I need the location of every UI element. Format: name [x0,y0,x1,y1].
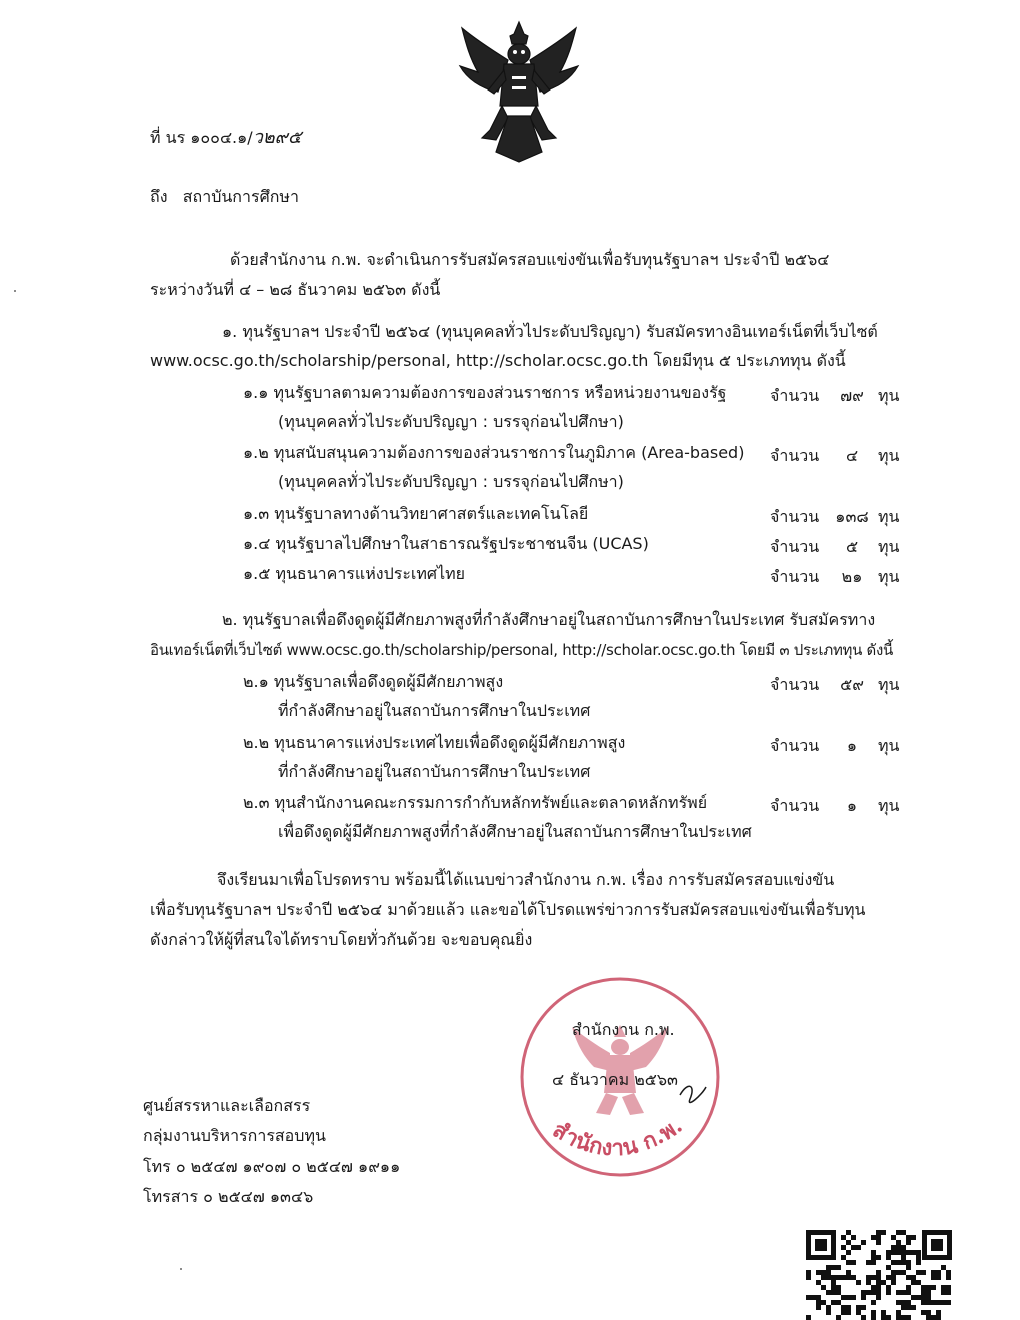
qr-module [946,1275,951,1280]
list-item-sub: ที่กำลังศึกษาอยู่ในสถาบันการศึกษาในประเทศ [278,762,591,781]
qr-module [931,1315,936,1320]
qr-module [876,1255,881,1260]
stamp-office-text: สำนักงาน ก.พ. [572,1020,675,1039]
qr-module [851,1260,856,1265]
section2-line-1: ๒. ทุนรัฐบาลเพื่อดึงดูดผู้มีศักยภาพสูงที่กำลังศึกษาอยู่ในสถาบันการศึกษาในประเทศ รับสมัครทาง [222,610,876,629]
qr-module [906,1275,911,1280]
qr-module [911,1305,916,1310]
stamp-arc-text: สำนักงาน ก.พ. [548,1112,688,1162]
qr-module [826,1290,831,1295]
qr-module [901,1305,906,1310]
amount-value: ๔ [845,446,859,465]
amount-value: ๕ [845,537,859,556]
reference-number-handwritten: ว๒๙๕ [252,127,302,148]
qr-module [921,1310,926,1315]
qr-module [921,1290,926,1295]
garuda-emblem [452,20,587,165]
qr-module [826,1270,831,1275]
qr-module [861,1295,866,1300]
list-item-sub: ที่กำลังศึกษาอยู่ในสถาบันการศึกษาในประเทศ [278,701,591,720]
qr-module [871,1300,876,1305]
amount-value: ๑ [846,796,858,815]
amount-label: จำนวน [770,537,820,556]
qr-module [901,1300,906,1305]
qr-module [926,1315,931,1320]
qr-module [846,1240,851,1245]
qr-module [916,1255,921,1260]
qr-module [831,1285,836,1290]
list-item-sub: (ทุนบุคคลทั่วไประดับปริญญา : บรรจุก่อนไปศึกษา) [278,412,624,431]
qr-module [826,1310,831,1315]
qr-module [836,1265,841,1270]
qr-module [881,1280,886,1285]
qr-module [846,1230,851,1235]
qr-module [816,1305,821,1310]
qr-module [821,1300,826,1305]
qr-module [876,1290,881,1295]
qr-module [891,1250,896,1255]
qr-module [901,1270,906,1275]
qr-module [896,1315,901,1320]
qr-module [896,1300,901,1305]
list-item: ๒.๓ ทุนสำนักงานคณะกรรมการกำกับหลักทรัพย์และตลาดหลักทรัพย์ [243,793,708,812]
qr-module [931,1270,936,1275]
qr-module [866,1280,871,1285]
qr-module [876,1240,881,1245]
qr-module [911,1295,916,1300]
qr-module [846,1250,851,1255]
qr-module [926,1285,931,1290]
qr-module [876,1285,881,1290]
amount-label: จำนวน [770,567,820,586]
qr-module [841,1310,846,1315]
qr-module [936,1315,941,1320]
qr-module [936,1300,941,1305]
qr-module [936,1270,941,1275]
reference-number [150,127,301,149]
list-item: ๑.๕ ทุนธนาคารแห่งประเทศไทย [243,564,466,583]
qr-module [856,1280,861,1285]
qr-module [821,1275,826,1280]
qr-module [856,1310,861,1315]
qr-module [946,1300,951,1305]
qr-module [876,1235,881,1240]
qr-module [871,1315,876,1320]
amount-label: จำนวน [770,507,820,526]
qr-module [816,1295,821,1300]
qr-module [896,1290,901,1295]
qr-module [891,1245,896,1250]
qr-module [886,1250,891,1255]
qr-module [846,1295,851,1300]
qr-module [916,1270,921,1275]
amount-unit: ทุน [878,446,900,465]
recipient-label: ถึง [150,187,168,206]
qr-module [891,1280,896,1285]
list-item: ๑.๓ ทุนรัฐบาลทางด้านวิทยาศาสตร์และเทคโนโลยี [243,504,589,523]
qr-module [816,1270,821,1275]
qr-module [906,1250,911,1255]
amount-value: ๕๙ [840,675,864,694]
qr-module [886,1315,891,1320]
qr-module [851,1275,856,1280]
list-item: ๒.๑ ทุนรัฐบาลเพื่อดึงดูดผู้มีศักยภาพสูง [243,672,504,691]
amount-value: ๒๑ [841,567,863,586]
qr-module [841,1295,846,1300]
amount-unit: ทุน [878,507,900,526]
qr-module [836,1290,841,1295]
amount-unit: ทุน [878,675,900,694]
list-item: ๑.๑ ทุนรัฐบาลตามความต้องการของส่วนราชการ หรือหน่วยงานของรัฐ [243,383,727,402]
qr-module [896,1240,901,1245]
qr-module [901,1260,906,1265]
qr-module [891,1270,896,1275]
qr-module [841,1235,846,1240]
qr-module [921,1270,926,1275]
qr-module [906,1260,911,1265]
qr-module [856,1305,861,1310]
qr-module [886,1255,891,1260]
amount-label: จำนวน [770,675,820,694]
section1-line-2: www.ocsc.go.th/scholarship/personal, http://scholar.ocsc.go.th โดยมีทุน ๕ ประเภททุน ดังนี้ [150,351,846,370]
qr-module [831,1300,836,1305]
qr-module [846,1260,851,1265]
amount-value: ๑๓๘ [835,507,869,526]
qr-module [861,1315,866,1320]
amount-value: ๑ [846,736,858,755]
qr-code[interactable] [802,1226,956,1320]
office-stamp [510,975,730,1180]
qr-module [806,1295,811,1300]
stamp-date-text: ๔ ธันวาคม ๒๕๖๓ [552,1070,678,1089]
qr-module [846,1310,851,1315]
qr-module [926,1295,931,1300]
qr-module [906,1265,911,1270]
qr-module [921,1295,926,1300]
qr-module [841,1305,846,1310]
qr-module [876,1295,881,1300]
closing-line-1: จึงเรียนมาเพื่อโปรดทราบ พร้อมนี้ได้แนบข่าวสำนักงาน ก.พ. เรื่อง การรับสมัครสอบแข่งขัน [217,870,835,889]
amount-unit: ทุน [878,537,900,556]
qr-module [841,1275,846,1280]
qr-module [886,1265,891,1270]
qr-module [831,1275,836,1280]
contact-phone: โทร ๐ ๒๕๔๗ ๑๙๐๗ ๐ ๒๕๔๗ ๑๙๑๑ [143,1157,401,1176]
signature-mark [680,1086,706,1102]
qr-module [896,1260,901,1265]
qr-module [941,1285,946,1290]
qr-module [901,1255,906,1260]
qr-module [896,1270,901,1275]
qr-module [946,1290,951,1295]
qr-module [891,1275,896,1280]
qr-module [871,1310,876,1315]
qr-module [851,1235,856,1240]
qr-module [826,1265,831,1270]
section1-line-1: ๑. ทุนรัฐบาลฯ ประจำปี ๒๕๖๔ (ทุนบุคคลทั่วไประดับปริญญา) รับสมัครทางอินเทอร์เน็ตที่เว็บไซต์ [222,322,878,341]
qr-module [906,1315,911,1320]
qr-module [911,1250,916,1255]
qr-module [821,1285,826,1290]
closing-line-3: ดังกล่าวให้ผู้ที่สนใจได้ทราบโดยทั่วกันด้วย จะขอบคุณยิ่ง [150,930,533,949]
qr-module [871,1260,876,1265]
reference-prefix: ที่ นร ๑๐๐๔.๑/ [150,128,253,147]
qr-module [856,1245,861,1250]
qr-module [896,1245,901,1250]
qr-module [881,1310,886,1315]
qr-module [846,1305,851,1310]
contact-fax: โทรสาร ๐ ๒๕๔๗ ๑๓๔๖ [143,1187,314,1206]
qr-module [881,1315,886,1320]
qr-module [876,1230,881,1235]
qr-module [846,1275,851,1280]
intro-line-1: ด้วยสำนักงาน ก.พ. จะดำเนินการรับสมัครสอบแข่งขันเพื่อรับทุนรัฐบาลฯ ประจำปี ๒๕๖๔ [230,250,830,269]
amount-label: จำนวน [770,386,820,405]
qr-module [916,1280,921,1285]
qr-module [876,1275,881,1280]
qr-module [871,1255,876,1260]
qr-module [941,1290,946,1295]
qr-module [816,1280,821,1285]
qr-module [866,1290,871,1295]
qr-module [861,1305,866,1310]
qr-module [871,1285,876,1290]
contact-group: กลุ่มงานบริหารการสอบทุน [143,1126,326,1145]
qr-module [836,1315,841,1320]
qr-module [931,1285,936,1290]
amount-label: จำนวน [770,446,820,465]
qr-module [851,1245,856,1250]
qr-module [901,1245,906,1250]
recipient-line [150,186,299,208]
closing-line-2: เพื่อรับทุนรัฐบาลฯ ประจำปี ๒๕๖๔ มาด้วยแล้ว และขอได้โปรดแพร่ข่าวการรับสมัครสอบแข่งขันเพื่อรับทุน [150,900,866,919]
qr-module [906,1305,911,1310]
qr-module [931,1300,936,1305]
qr-module [901,1315,906,1320]
amount-unit: ทุน [878,796,900,815]
qr-module [831,1265,836,1270]
qr-module [811,1295,816,1300]
intro-line-2: ระหว่างวันที่ ๔ – ๒๘ ธันวาคม ๒๕๖๓ ดังนี้ [150,280,441,299]
qr-module [821,1270,826,1275]
qr-module [946,1270,951,1275]
list-item: ๑.๔ ทุนรัฐบาลไปศึกษาในสาธารณรัฐประชาชนจีน (UCAS) [243,534,649,553]
qr-module [891,1235,896,1240]
qr-module [806,1315,811,1320]
qr-module [946,1285,951,1290]
qr-module [861,1240,866,1245]
qr-module [836,1300,841,1305]
scan-speck [14,290,16,292]
qr-module [891,1260,896,1265]
qr-module [906,1300,911,1305]
scan-speck [180,1268,182,1270]
qr-module [871,1250,876,1255]
qr-module [936,1275,941,1280]
amount-unit: ทุน [878,567,900,586]
qr-module [851,1295,856,1300]
qr-module [876,1280,881,1285]
qr-module [931,1275,936,1280]
qr-module [916,1260,921,1265]
qr-module [866,1260,871,1265]
qr-module [871,1275,876,1280]
qr-module [896,1230,901,1235]
qr-module [906,1285,911,1290]
qr-module [826,1275,831,1280]
qr-module [921,1300,926,1305]
qr-module [941,1265,946,1270]
section2-line-2: อินเทอร์เน็ตที่เว็บไซต์ www.ocsc.go.th/scholarship/personal, http://scholar.ocsc.go.th โดยมี ๓ ประเภททุน ดังนี้ [150,641,893,659]
qr-module [896,1310,901,1315]
list-item: ๒.๒ ทุนธนาคารแห่งประเทศไทยเพื่อดึงดูดผู้มีศักยภาพสูง [243,733,626,752]
qr-module [886,1275,891,1280]
qr-module [881,1230,886,1235]
list-item-sub: เพื่อดึงดูดผู้มีศักยภาพสูงที่กำลังศึกษาอยู่ในสถาบันการศึกษาในประเทศ [278,822,752,841]
qr-module [806,1270,811,1275]
qr-module [906,1290,911,1295]
qr-module [861,1290,866,1295]
qr-module [906,1235,911,1240]
qr-module [831,1290,836,1295]
qr-module [886,1290,891,1295]
qr-module [916,1295,921,1300]
amount-unit: ทุน [878,386,900,405]
qr-module [916,1250,921,1255]
qr-module [926,1300,931,1305]
qr-module [816,1300,821,1305]
qr-module [841,1245,846,1250]
qr-module [901,1290,906,1295]
qr-module [871,1235,876,1240]
list-item: ๑.๒ ทุนสนับสนุนความต้องการของส่วนราชการในภูมิภาค (Area-based) [243,443,745,462]
qr-module [876,1270,881,1275]
qr-module [846,1270,851,1275]
qr-module [936,1310,941,1315]
list-item-sub: (ทุนบุคคลทั่วไประดับปริญญา : บรรจุก่อนไปศึกษา) [278,472,624,491]
qr-module [831,1280,836,1285]
qr-module [921,1285,926,1290]
qr-module [866,1275,871,1280]
qr-module [906,1240,911,1245]
amount-value: ๗๙ [840,386,864,405]
qr-module [911,1275,916,1280]
amount-unit: ทุน [878,736,900,755]
qr-module [941,1300,946,1305]
qr-module [926,1290,931,1295]
qr-module [901,1230,906,1235]
contact-center: ศูนย์สรรหาและเลือกสรร [143,1096,311,1115]
amount-label: จำนวน [770,736,820,755]
qr-module [901,1250,906,1255]
qr-module [871,1290,876,1295]
qr-module [836,1285,841,1290]
qr-module [886,1285,891,1290]
qr-module [826,1305,831,1310]
qr-module [841,1255,846,1260]
recipient-value: สถาบันการศึกษา [182,187,299,206]
amount-label: จำนวน [770,796,820,815]
qr-module [896,1250,901,1255]
qr-module [836,1275,841,1280]
qr-module [911,1235,916,1240]
qr-module [806,1275,811,1280]
qr-module [926,1310,931,1315]
qr-module [911,1280,916,1285]
